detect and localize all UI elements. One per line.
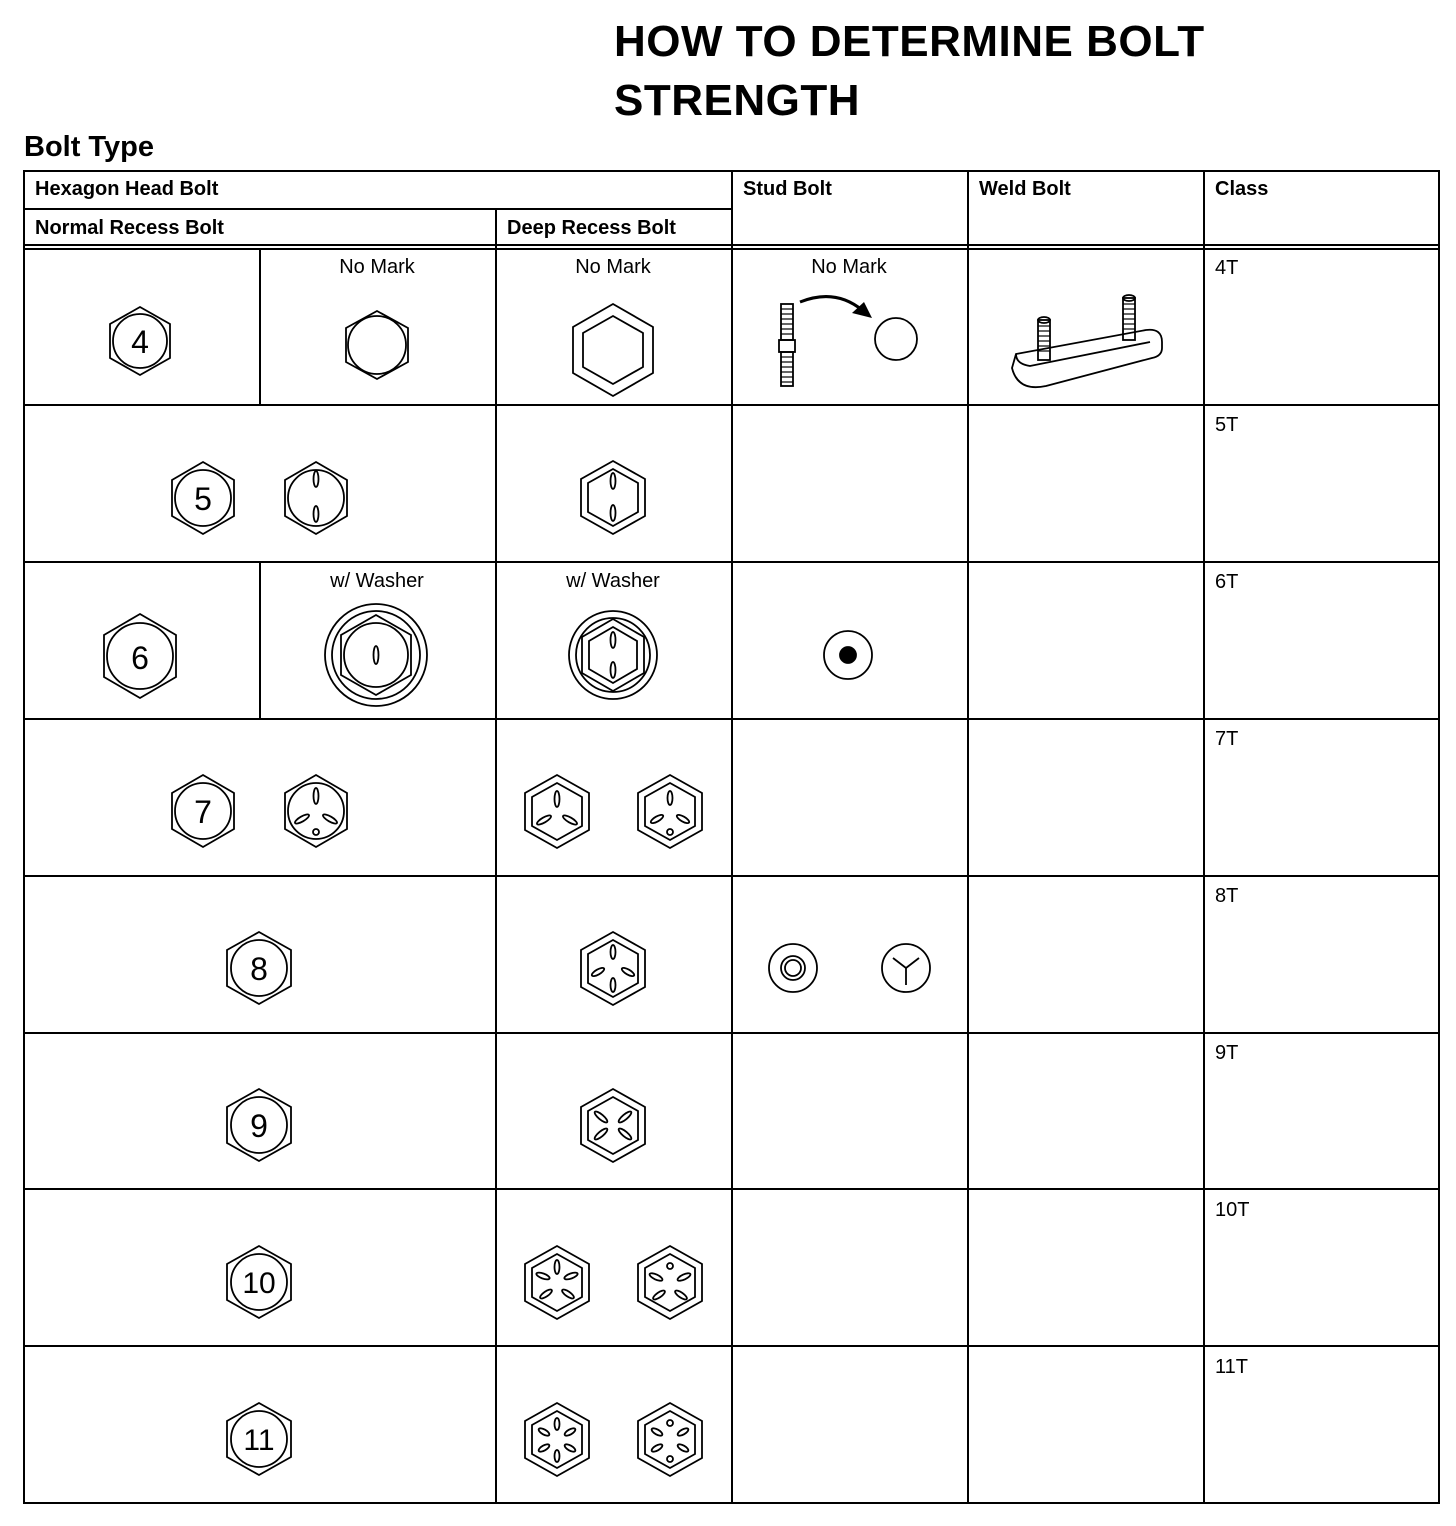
header-normal-recess-bolt: Normal Recess Bolt <box>35 217 224 239</box>
label-no-mark: No Mark <box>811 256 887 278</box>
weld-bolt-no-mark <box>1012 295 1162 387</box>
hex-head-mark-4 <box>110 307 170 375</box>
label-no-mark: No Mark <box>339 256 415 278</box>
head-mark-number: 10 <box>242 1267 276 1300</box>
hex-head-mark-9 <box>227 1089 291 1161</box>
class-label: 5T <box>1215 414 1239 436</box>
deep-recess-four-lines <box>581 932 645 1005</box>
stud-bolt-y-mark <box>882 944 930 992</box>
class-label: 10T <box>1215 1199 1250 1221</box>
deep-recess-five-lines-dot <box>638 1246 702 1319</box>
class-label: 8T <box>1215 885 1239 907</box>
label-washer: w/ Washer <box>330 570 424 592</box>
head-mark-number: 7 <box>194 794 212 830</box>
hex-head-mark-11 <box>227 1403 291 1475</box>
head-mark-number: 9 <box>250 1108 268 1144</box>
hex-head-mark-8 <box>227 932 291 1004</box>
deep-recess-no-mark <box>573 304 653 396</box>
head-mark-number: 11 <box>243 1424 275 1457</box>
deep-recess-washer <box>569 611 657 699</box>
hex-head-two-lines <box>285 462 347 534</box>
header-hexagon-head-bolt: Hexagon Head Bolt <box>35 178 219 200</box>
table-grid <box>24 171 1439 1503</box>
deep-recess-three-lines-dot <box>638 775 702 848</box>
deep-recess-five-lines <box>525 1246 589 1319</box>
section-title: Bolt Type <box>24 131 154 163</box>
class-label: 4T <box>1215 257 1239 279</box>
stud-bolt-ring-mark <box>769 944 817 992</box>
class-label: 9T <box>1215 1042 1239 1064</box>
hex-head-three-lines-dot <box>285 775 347 847</box>
page-title-line-1: HOW TO DETERMINE BOLT <box>614 17 1205 66</box>
header-deep-recess-bolt: Deep Recess Bolt <box>507 217 676 239</box>
stud-bolt-no-mark <box>779 297 917 386</box>
deep-recess-four-lines-x <box>581 1089 645 1162</box>
deep-recess-three-lines <box>525 775 589 848</box>
hex-head-mark-6 <box>104 614 176 698</box>
head-mark-number: 5 <box>194 481 212 517</box>
washer-head-one-line <box>325 604 427 706</box>
label-no-mark: No Mark <box>575 256 651 278</box>
class-label: 7T <box>1215 728 1239 750</box>
header-weld-bolt: Weld Bolt <box>979 178 1071 200</box>
stud-bolt-dot-mark <box>824 631 872 679</box>
deep-recess-six-lines <box>525 1403 589 1476</box>
deep-recess-six-lines-dot <box>638 1403 702 1476</box>
label-washer: w/ Washer <box>566 570 660 592</box>
head-mark-number: 4 <box>131 324 149 360</box>
page-title-line-2: STRENGTH <box>614 76 860 125</box>
deep-recess-two-lines <box>581 461 645 534</box>
hex-head-no-mark <box>346 311 408 379</box>
head-mark-number: 8 <box>250 951 268 987</box>
head-mark-number: 6 <box>131 640 149 676</box>
hex-head-mark-5 <box>172 462 234 534</box>
hex-head-mark-10 <box>227 1246 291 1318</box>
header-class: Class <box>1215 178 1269 200</box>
header-stud-bolt: Stud Bolt <box>743 178 832 200</box>
class-label: 6T <box>1215 571 1239 593</box>
class-label: 11T <box>1215 1356 1248 1378</box>
hex-head-mark-7 <box>172 775 234 847</box>
